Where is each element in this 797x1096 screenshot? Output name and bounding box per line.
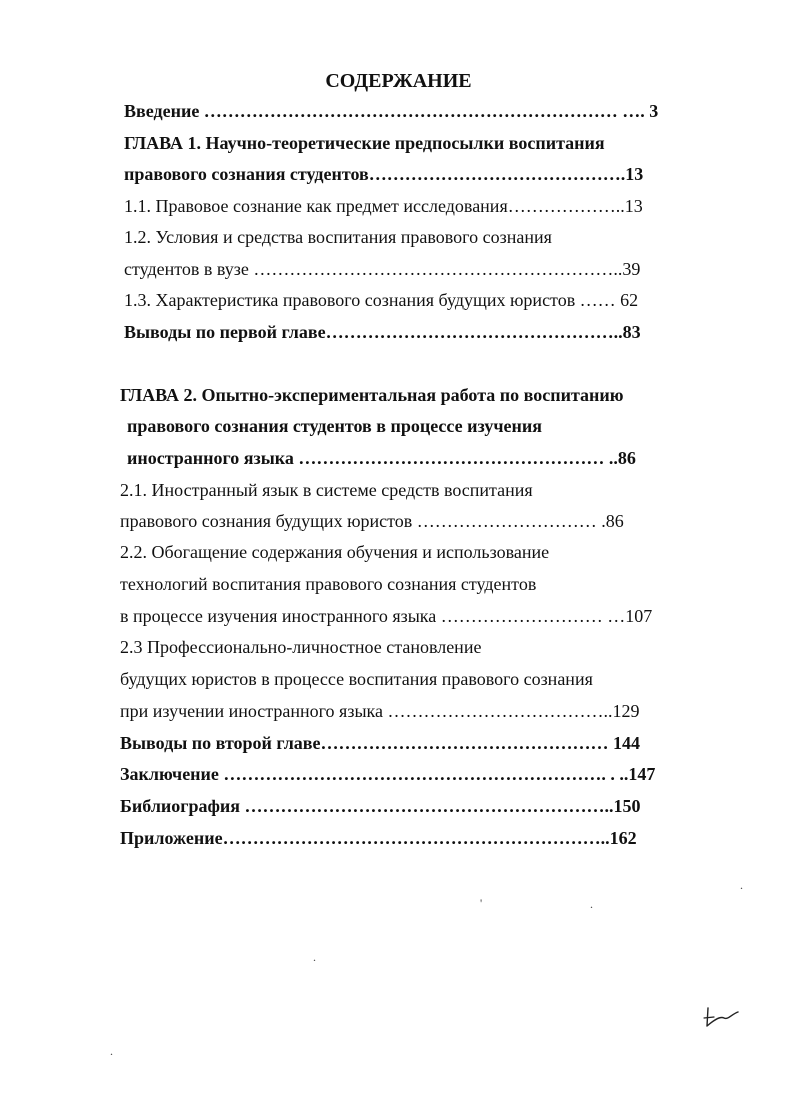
toc-section-2-1: 2.1. Иностранный язык в системе средств воспитания	[120, 480, 533, 500]
scan-speck: .	[740, 878, 743, 892]
toc-appendix: Приложение………………………………………………………..162	[120, 828, 637, 848]
scan-speck: .	[313, 950, 316, 964]
handwritten-mark-icon	[700, 1004, 740, 1032]
toc-conclusions-2: Выводы по второй главе………………………………………… 144	[120, 733, 640, 753]
toc-chapter-1-title-cont: правового сознания студентов…………………………………….13	[124, 164, 644, 184]
page-title: СОДЕРЖАНИЕ	[325, 70, 472, 92]
toc-section-2-2: 2.2. Обогащение содержания обучения и использование	[120, 542, 550, 562]
toc-chapter-2-title-cont: правового сознания студентов в процессе изучения	[127, 416, 542, 436]
toc-section-2-2-cont: технологий воспитания правового сознания студентов	[120, 574, 537, 594]
toc-section-2-3-cont: будущих юристов в процессе воспитания правового сознания	[120, 669, 593, 689]
toc-section-2-1-cont: правового сознания будущих юристов ………………………… .86	[120, 511, 624, 531]
toc-entry-introduction: Введение …………………………………………………………… …. 3	[124, 101, 659, 121]
toc-conclusions-1: Выводы по первой главе…………………………………………..83	[124, 322, 641, 342]
toc-bibliography: Библиография ……………………………………………………..150	[120, 796, 641, 816]
toc-conclusion: Заключение ………………………………………………………. . ..147	[120, 764, 656, 784]
toc-section-1-2-cont: студентов в вузе ……………………………………………………..39	[124, 259, 641, 279]
scan-speck: .	[110, 1044, 113, 1058]
toc-chapter-1-title: ГЛАВА 1. Научно-теоретические предпосылки воспитания	[124, 133, 605, 153]
scan-speck: .	[590, 897, 593, 911]
toc-section-1-1: 1.1. Правовое сознание как предмет исследования………………..13	[124, 196, 643, 216]
toc-section-2-2-cont2: в процессе изучения иностранного языка ……………………… …107	[120, 606, 653, 626]
toc-section-1-3: 1.3. Характеристика правового сознания будущих юристов …… 62	[124, 290, 639, 310]
toc-section-2-3: 2.3 Профессионально-личностное становление	[120, 637, 482, 657]
toc-chapter-2-title: ГЛАВА 2. Опытно-экспериментальная работа по воспитанию	[120, 385, 624, 405]
scan-speck: '	[480, 896, 483, 910]
toc-section-2-3-cont2: при изучении иностранного языка ………………………………..129	[120, 701, 640, 721]
toc-section-1-2: 1.2. Условия и средства воспитания правового сознания	[124, 227, 552, 247]
toc-chapter-2-title-cont2: иностранного языка …………………………………………… ..86	[127, 448, 636, 468]
